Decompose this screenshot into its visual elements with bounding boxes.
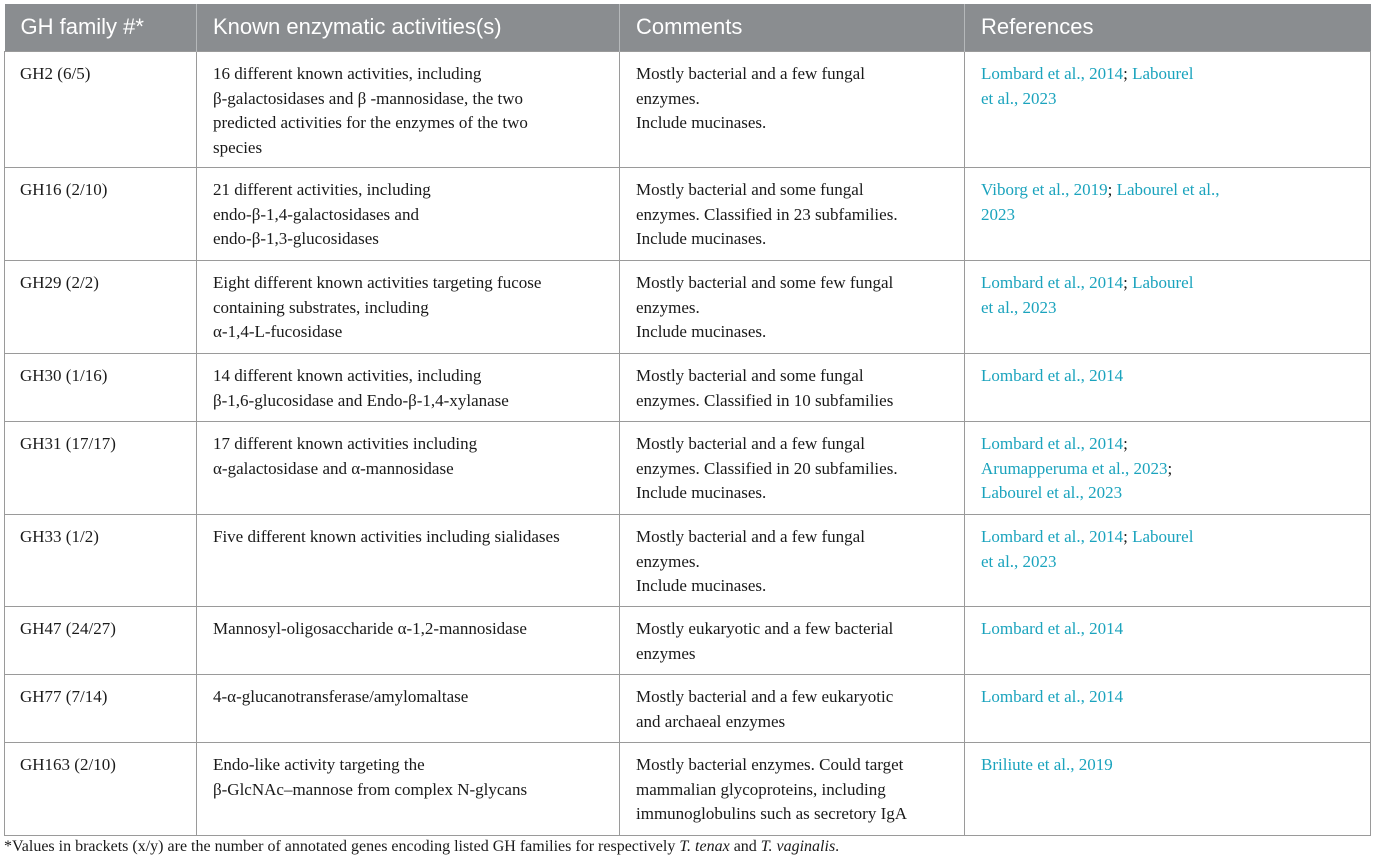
gh-families-table: [4, 4, 1371, 836]
reference-line: [981, 178, 1360, 203]
reference-line: [981, 87, 1360, 112]
reference-line: [981, 62, 1360, 87]
comment-line: Mostly bacterial and some fungal: [636, 366, 864, 385]
table-row: [5, 52, 1371, 168]
comment-line: Include mucinases.: [636, 229, 767, 248]
reference-line: [981, 364, 1360, 389]
table-row: [5, 515, 1371, 607]
references-cell: [965, 515, 1371, 607]
activity-cell: [197, 675, 620, 743]
references-cell: [965, 675, 1371, 743]
references-cell: [965, 607, 1371, 675]
comments-cell: [620, 52, 965, 168]
reference-link[interactable]: Labourel: [1132, 527, 1194, 546]
reference-link[interactable]: Arumapperuma et al., 2023: [981, 458, 1168, 478]
comment-line: enzymes. Classified in 20 subfamilies.: [636, 458, 898, 478]
gh-family-cell: GH33 (1/2): [5, 515, 197, 607]
gh-family-cell: GH2 (6/5): [5, 52, 197, 168]
activity-cell: [197, 52, 620, 168]
reference-line: [981, 617, 1360, 642]
comment-line: enzymes. Classified in 23 subfamilies.: [636, 204, 898, 224]
reference-line: [981, 753, 1360, 778]
reference-link[interactable]: Lombard et al., 2014: [981, 434, 1124, 453]
reference-link[interactable]: Lombard et al., 2014: [981, 366, 1124, 385]
reference-line: [981, 432, 1360, 457]
reference-line: [981, 550, 1360, 575]
comment-line: immunoglobulins such as secretory IgA: [636, 804, 908, 823]
comment-line: enzymes.: [636, 297, 700, 317]
reference-line: [981, 525, 1360, 550]
activity-line: Endo-like activity targeting the: [213, 755, 425, 774]
activity-cell: [197, 422, 620, 515]
activity-line: 16 different known activities, including: [213, 64, 482, 83]
comment-line: Mostly bacterial and a few fungal: [636, 434, 865, 453]
gh-family-cell: GH16 (2/10): [5, 168, 197, 261]
activity-line: predicted activities for the enzymes of the two: [213, 113, 528, 132]
activity-line: containing substrates, including: [213, 297, 429, 317]
reference-line: [981, 271, 1360, 296]
gh-family-cell: GH31 (17/17): [5, 422, 197, 515]
activity-line: 14 different known activities, including: [213, 366, 482, 385]
activity-line: Eight different known activities targeting fucose: [213, 273, 542, 292]
activity-line: α-1,4-L-fucosidase: [213, 322, 343, 341]
comments-cell: [620, 354, 965, 422]
reference-link[interactable]: 2023: [981, 204, 1015, 224]
activity-cell: [197, 168, 620, 261]
activity-line: α-galactosidase and α-mannosidase: [213, 458, 454, 478]
references-cell: [965, 743, 1371, 836]
gh-family-cell: GH163 (2/10): [5, 743, 197, 836]
activity-cell: [197, 354, 620, 422]
reference-line: [981, 481, 1360, 506]
reference-separator: ;: [1107, 180, 1117, 199]
comment-line: enzymes: [636, 643, 696, 663]
comment-line: Mostly bacterial and a few fungal: [636, 527, 865, 546]
table-row: [5, 261, 1371, 354]
activity-line: 21 different activities, including: [213, 180, 431, 199]
comment-line: enzymes.: [636, 551, 700, 571]
references-cell: [965, 422, 1371, 515]
comment-line: Mostly bacterial and a few eukaryotic: [636, 687, 894, 706]
activity-line: species: [213, 137, 263, 157]
activity-line: Five different known activities including sialidases: [213, 527, 560, 546]
activity-cell: [197, 515, 620, 607]
reference-separator: ;: [1123, 64, 1133, 83]
references-cell: [965, 52, 1371, 168]
comment-line: Mostly bacterial and some fungal: [636, 180, 864, 199]
reference-link[interactable]: Labourel et al., 2023: [981, 483, 1123, 502]
header-comments: Comments: [620, 4, 965, 52]
activity-line: endo-β-1,4-galactosidases and: [213, 204, 419, 224]
footnote: [4, 838, 839, 856]
reference-separator: ;: [1123, 434, 1128, 453]
reference-link[interactable]: Labourel: [1132, 273, 1194, 292]
activity-line: β-galactosidases and β -mannosidase, the two: [213, 88, 523, 108]
gh-family-cell: GH77 (7/14): [5, 675, 197, 743]
reference-separator: ;: [1123, 527, 1133, 546]
references-cell: [965, 168, 1371, 261]
gh-family-cell: GH29 (2/2): [5, 261, 197, 354]
footnote-middle: and: [729, 838, 761, 855]
footnote-species-vaginalis: T. vaginalis: [760, 838, 836, 855]
table-row: [5, 743, 1371, 836]
reference-link[interactable]: Lombard et al., 2014: [981, 527, 1124, 546]
comment-line: enzymes. Classified in 10 subfamilies: [636, 390, 894, 410]
activity-line: 4-α-glucanotransferase/amylomaltase: [213, 687, 469, 706]
table-row: [5, 354, 1371, 422]
footnote-species-tenax: T. tenax: [679, 838, 730, 855]
reference-link[interactable]: Labourel et al.,: [1116, 180, 1220, 199]
reference-link[interactable]: Viborg et al., 2019: [981, 180, 1108, 199]
activity-cell: [197, 607, 620, 675]
gh-family-cell: GH47 (24/27): [5, 607, 197, 675]
header-known-activities: Known enzymatic activities(s): [197, 4, 620, 52]
comments-cell: [620, 515, 965, 607]
reference-link[interactable]: Briliute et al., 2019: [981, 755, 1113, 774]
reference-link[interactable]: et al., 2023: [981, 88, 1057, 108]
activity-line: β-1,6-glucosidase and Endo-β-1,4-xylanase: [213, 390, 509, 410]
references-cell: [965, 354, 1371, 422]
reference-line: [981, 457, 1360, 482]
comment-line: mammalian glycoproteins, including: [636, 779, 886, 799]
comments-cell: [620, 168, 965, 261]
activity-line: 17 different known activities including: [213, 434, 478, 453]
activity-line: endo-β-1,3-glucosidases: [213, 229, 379, 248]
table-row: [5, 422, 1371, 515]
footnote-prefix: *Values in brackets (x/y) are the number of annotated genes encoding listed GH families for respectively: [4, 838, 680, 855]
reference-separator: ;: [1123, 273, 1133, 292]
table-body: [5, 52, 1371, 836]
reference-link[interactable]: et al., 2023: [981, 551, 1057, 571]
header-gh-family: GH family #*: [5, 4, 197, 52]
reference-line: [981, 296, 1360, 321]
comments-cell: [620, 743, 965, 836]
activity-cell: [197, 743, 620, 836]
activity-cell: [197, 261, 620, 354]
comment-line: Mostly bacterial and some few fungal: [636, 273, 894, 292]
comment-line: Include mucinases.: [636, 576, 767, 595]
comment-line: Include mucinases.: [636, 322, 767, 341]
comments-cell: [620, 675, 965, 743]
reference-separator: ;: [1167, 458, 1173, 478]
gh-family-cell: GH30 (1/16): [5, 354, 197, 422]
table-header-row: [5, 4, 1371, 52]
comment-line: Include mucinases.: [636, 483, 767, 502]
comment-line: Mostly eukaryotic and a few bacterial: [636, 619, 894, 638]
comments-cell: [620, 261, 965, 354]
activity-line: β-GlcNAc–mannose from complex N-glycans: [213, 779, 528, 799]
footnote-suffix: .: [835, 838, 840, 855]
table-row: [5, 607, 1371, 675]
table-row: [5, 168, 1371, 261]
reference-link[interactable]: Labourel: [1132, 64, 1194, 83]
reference-line: [981, 685, 1360, 710]
comment-line: Mostly bacterial and a few fungal: [636, 64, 865, 83]
comment-line: Include mucinases.: [636, 113, 767, 132]
header-references: References: [965, 4, 1371, 52]
reference-link[interactable]: et al., 2023: [981, 297, 1057, 317]
references-cell: [965, 261, 1371, 354]
reference-link[interactable]: Lombard et al., 2014: [981, 619, 1124, 638]
comments-cell: [620, 422, 965, 515]
comment-line: Mostly bacterial enzymes. Could target: [636, 755, 904, 774]
reference-link[interactable]: Lombard et al., 2014: [981, 687, 1124, 706]
reference-line: [981, 203, 1360, 228]
activity-line: Mannosyl-oligosaccharide α-1,2-mannosidase: [213, 619, 527, 638]
table-row: [5, 675, 1371, 743]
reference-link[interactable]: Lombard et al., 2014: [981, 273, 1124, 292]
reference-link[interactable]: Lombard et al., 2014: [981, 64, 1124, 83]
comment-line: and archaeal enzymes: [636, 711, 786, 731]
comments-cell: [620, 607, 965, 675]
comment-line: enzymes.: [636, 88, 700, 108]
